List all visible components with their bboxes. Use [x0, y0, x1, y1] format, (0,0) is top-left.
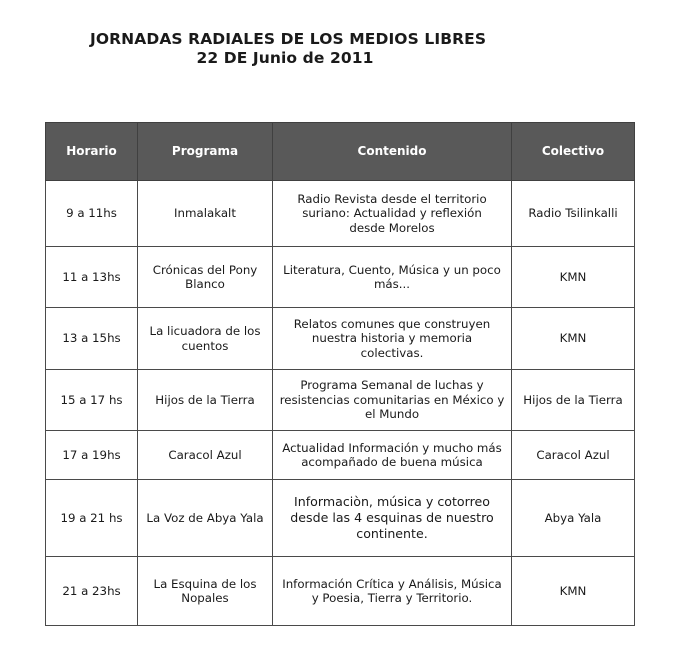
cell-horario: 19 a 21 hs — [46, 480, 138, 557]
table-row — [46, 370, 635, 431]
document-title — [90, 30, 487, 68]
title-line-1: JORNADAS RADIALES DE LOS MEDIOS LIBRES — [90, 30, 487, 48]
cell-contenido: Actualidad Información y mucho más acompañado de buena música — [273, 431, 512, 480]
cell-horario: 21 a 23hs — [46, 557, 138, 626]
table-header-row — [46, 123, 635, 181]
cell-programa: La Esquina de los Nopales — [138, 557, 273, 626]
cell-contenido: Información Crítica y Análisis, Música y Poesia, Tierra y Territorio. — [273, 557, 512, 626]
cell-colectivo: Caracol Azul — [512, 431, 635, 480]
table-row — [46, 480, 635, 557]
cell-contenido: Informaciòn, música y cotorreo desde las 4 esquinas de nuestro continente. — [273, 480, 512, 557]
cell-colectivo: Hijos de la Tierra — [512, 370, 635, 431]
cell-programa: Inmalakalt — [138, 181, 273, 247]
cell-programa: La Voz de Abya Yala — [138, 480, 273, 557]
cell-horario: 9 a 11hs — [46, 181, 138, 247]
title-line-2: 22 DE Junio de 2011 — [196, 49, 374, 67]
cell-contenido: Literatura, Cuento, Música y un poco más... — [273, 247, 512, 308]
cell-contenido: Programa Semanal de luchas y resistencias comunitarias en México y el Mundo — [273, 370, 512, 431]
cell-programa: Caracol Azul — [138, 431, 273, 480]
cell-horario: 17 a 19hs — [46, 431, 138, 480]
header-contenido: Contenido — [273, 123, 512, 181]
cell-contenido: Relatos comunes que construyen nuestra historia y memoria colectivas. — [273, 308, 512, 370]
cell-programa: Crónicas del Pony Blanco — [138, 247, 273, 308]
header-colectivo: Colectivo — [512, 123, 635, 181]
cell-colectivo: Radio Tsilinkalli — [512, 181, 635, 247]
cell-colectivo: KMN — [512, 557, 635, 626]
cell-horario: 15 a 17 hs — [46, 370, 138, 431]
cell-horario: 13 a 15hs — [46, 308, 138, 370]
table-row — [46, 308, 635, 370]
table-row — [46, 247, 635, 308]
cell-colectivo: Abya Yala — [512, 480, 635, 557]
cell-horario: 11 a 13hs — [46, 247, 138, 308]
cell-contenido: Radio Revista desde el territorio suriano: Actualidad y reflexión desde Morelos — [273, 181, 512, 247]
cell-programa: Hijos de la Tierra — [138, 370, 273, 431]
table-row — [46, 181, 635, 247]
schedule-table — [45, 122, 635, 626]
header-programa: Programa — [138, 123, 273, 181]
header-horario: Horario — [46, 123, 138, 181]
table-row — [46, 431, 635, 480]
cell-colectivo: KMN — [512, 247, 635, 308]
cell-programa: La licuadora de los cuentos — [138, 308, 273, 370]
cell-colectivo: KMN — [512, 308, 635, 370]
table-row — [46, 557, 635, 626]
